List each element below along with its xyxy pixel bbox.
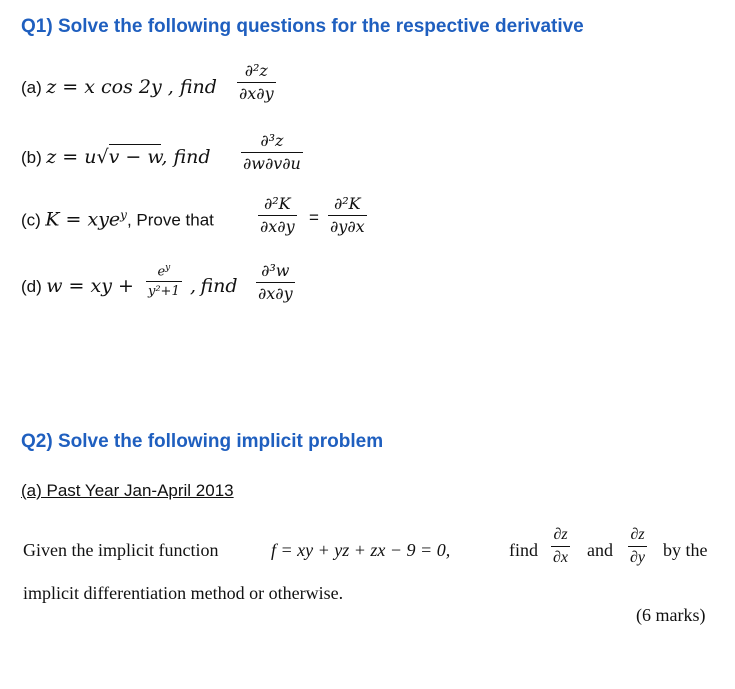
q1b-label: (b)	[21, 148, 42, 167]
q1c-fraction-left-numerator: ∂²K	[263, 194, 291, 213]
q2-fraction-dz-dy	[628, 527, 647, 566]
q1d-find: find	[200, 275, 238, 297]
q1a-fraction	[237, 63, 276, 102]
q1b-find: find	[173, 146, 211, 168]
q2-and-text: and	[587, 540, 613, 560]
q2-fraction-1-numerator: ∂z	[553, 526, 568, 543]
q2-fraction-2-numerator: ∂z	[630, 526, 645, 543]
q1b-fraction-denominator: ∂w∂v∂u	[243, 154, 301, 173]
q1c-fraction-left-denominator: ∂x∂y	[260, 217, 295, 236]
q2-function: f = xy + yz + zx − 9 = 0,	[271, 540, 451, 560]
q1-title: Q1) Solve the following questions for the respective derivative	[21, 16, 584, 37]
q2-fraction-dz-dx	[551, 527, 570, 566]
q1b-line	[21, 146, 211, 168]
sqrt-symbol: √	[96, 146, 109, 168]
q1c-exponent: y	[120, 208, 127, 222]
q1d-comma: ,	[190, 275, 197, 297]
q2-subtitle: (a) Past Year Jan-April 2013	[21, 481, 234, 500]
q1b-sqrt-argument: v − w	[108, 146, 162, 168]
q1c-fraction-right	[328, 196, 367, 235]
q2-fraction-2-denominator: ∂y	[628, 546, 647, 566]
q1c-fraction-left	[258, 196, 297, 235]
q1c-expression: K = xye	[45, 208, 121, 231]
q1b-comma: ,	[161, 146, 174, 168]
q2-marks: (6 marks)	[636, 605, 706, 625]
q1c-prove-text: , Prove that	[126, 210, 214, 230]
q1c-label: (c)	[21, 210, 41, 230]
q1c-equals: =	[309, 208, 319, 227]
q1a-line	[21, 76, 217, 98]
q1d-line	[21, 275, 134, 297]
q2-by-the-text: by the	[663, 540, 708, 560]
q1a-fraction-numerator: ∂²z	[244, 61, 268, 80]
q1b-fraction-numerator: ∂³z	[260, 131, 284, 150]
q2-title: Q2) Solve the following implicit problem	[21, 431, 384, 452]
q1d-expression: w = xy +	[46, 275, 134, 297]
q1c-line	[21, 208, 214, 230]
q1a-find: find	[179, 76, 217, 98]
q1b-fraction	[241, 133, 303, 172]
q1d-fraction-denominator: ∂x∂y	[258, 284, 293, 303]
q1d-label: (d)	[21, 277, 42, 296]
q1c-fraction-right-numerator: ∂²K	[333, 194, 361, 213]
q2-given-text: Given the implicit function	[23, 540, 219, 560]
q1d-fraction	[256, 263, 295, 302]
q1d-inner-denominator: y²+1	[146, 281, 182, 298]
q2-line-2: implicit differentiation method or otherwise.	[23, 583, 344, 603]
q1a-label: (a)	[21, 78, 42, 97]
q1c-fraction-right-denominator: ∂y∂x	[330, 217, 365, 236]
q2-find-text: find	[509, 540, 538, 560]
q1d-inner-fraction	[146, 264, 182, 298]
q1b-expression: z = u	[46, 146, 97, 168]
q1d-inner-numerator-exponent: y	[165, 263, 171, 273]
q1a-fraction-denominator: ∂x∂y	[239, 84, 274, 103]
q2-fraction-1-denominator: ∂x	[551, 546, 570, 566]
q1d-find-group	[190, 275, 238, 297]
q1d-fraction-numerator: ∂³w	[261, 261, 290, 280]
q1d-inner-numerator: e	[157, 264, 166, 280]
q1a-expression: z = x cos 2y ,	[46, 76, 180, 98]
